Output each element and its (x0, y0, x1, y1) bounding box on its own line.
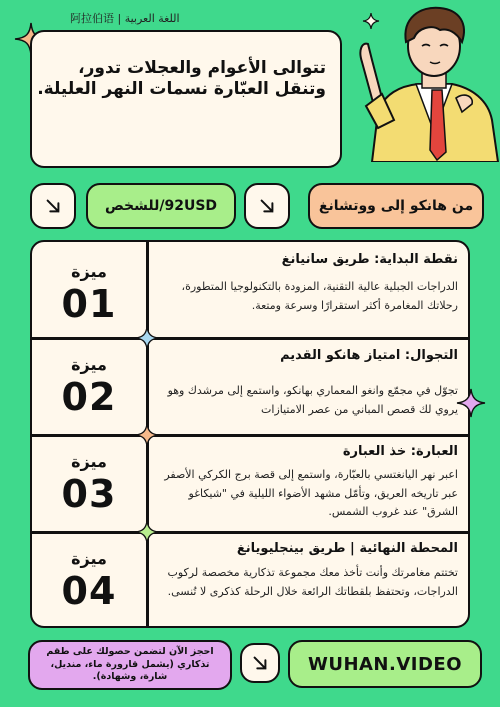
feature-label: ميزة (71, 262, 107, 281)
feature-label: ميزة (71, 355, 107, 374)
arrow-down-right-icon (258, 197, 276, 215)
sparkle-icon (135, 520, 159, 544)
arrow-button[interactable] (30, 183, 76, 229)
feature-label: ميزة (71, 549, 107, 568)
sparkle-icon (135, 326, 159, 350)
arrow-button[interactable] (244, 183, 290, 229)
language-tag: 阿拉伯语 | اللغة العربية (70, 12, 180, 25)
feature-label: ميزة (71, 452, 107, 471)
page-title: تتوالى الأعوام والعجلات تدور، وتنقل العبّارة نسمات النهر العليلة. (37, 58, 326, 100)
arrow-down-right-icon (251, 654, 269, 672)
feature-number: 04 (61, 569, 117, 613)
brand-button[interactable]: WUHAN.VIDEO (288, 640, 482, 688)
price-badge: 92USD/للشخص (86, 183, 236, 229)
feature-number: 03 (61, 472, 117, 516)
sparkle-icon (135, 423, 159, 447)
divider (30, 434, 470, 437)
divider (30, 531, 470, 534)
feature-title: العبارة: خذ العبارة (342, 444, 458, 459)
sparkle-icon (456, 388, 486, 418)
feature-text: تختتم مغامرتك وأنت تأخذ معك مجموعة تذكارية مخصصة لركوب الدراجات، وتحتفظ بلقطاتك الرائعة خلال الرحلة كذكرى لا تُنسى. (167, 566, 458, 598)
person-illustration (352, 2, 500, 162)
feature-title: نقطة البداية: طريق سانيانغ (281, 252, 458, 267)
feature-text: الدراجات الجبلية عالية التقنية، المزودة بالتكنولوجيا المتطورة، رحلاتك المغامرة أكثر استقرارًا وسرعة ومتعة. (181, 280, 458, 312)
arrow-button[interactable] (240, 643, 280, 683)
route-badge: من هانكو إلى ووتشانغ (308, 183, 484, 229)
feature-text: تجوّل في مجمّع وانغو المعماري بهانكو، واستمع إلى مرشدك وهو يروي لك قصص المباني من عصر الامتيازات (167, 384, 458, 416)
arrow-down-right-icon (44, 197, 62, 215)
feature-number: 01 (61, 282, 117, 326)
feature-text: اعبر نهر اليانغتسي بالعبّارة، واستمع إلى قصة برج الكركي الأصفر عبر تاريخه العريق، وتأمّل مشهد الأضواء الليلية في "شيكاغو الشرق" عند غروب الشمس. (164, 468, 458, 519)
booking-note: احجز الآن لتضمن حصولك على طقم تذكاري (يشمل قارورة ماء، منديل، شارة، وشهادة). (28, 640, 232, 690)
divider (30, 337, 470, 340)
feature-title: المحطة النهائية | طريق بينجليويانغ (236, 541, 458, 556)
feature-title: التجوال: امتياز هانكو القديم (280, 348, 458, 363)
feature-number: 02 (61, 375, 117, 419)
